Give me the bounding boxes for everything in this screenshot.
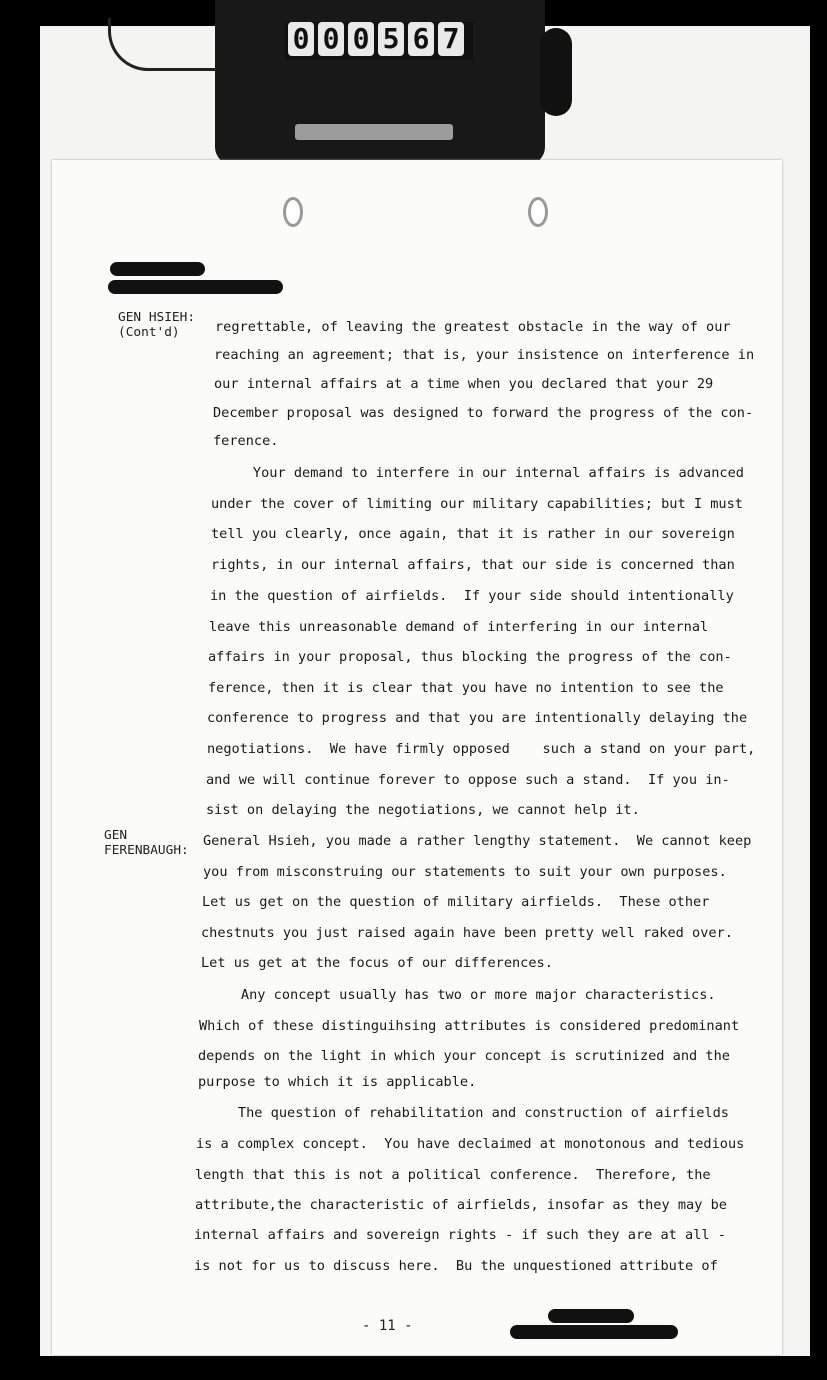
speaker-label: FERENBAUGH:	[104, 843, 189, 858]
body-line: Any concept usually has two or more major characteristics.	[200, 987, 716, 1003]
body-line: Let us get on the question of military airfields. These other	[202, 894, 710, 910]
redaction-bar	[510, 1325, 678, 1339]
body-line: in the question of airfields. If your side should intentionally	[210, 588, 734, 604]
body-line: December proposal was designed to forward the progress of the con-	[213, 405, 754, 421]
body-line: General Hsieh, you made a rather lengthy statement. We cannot keep	[203, 833, 752, 849]
device-plate	[295, 124, 453, 140]
counter-cable	[108, 18, 231, 71]
body-line: under the cover of limiting our military capabilities; but I must	[211, 496, 743, 512]
body-line: conference to progress and that you are intentionally delaying the	[207, 710, 748, 726]
counter-digit: 0	[288, 22, 314, 56]
counter-digit: 5	[378, 22, 404, 56]
page-number: - 11 -	[362, 1318, 413, 1334]
body-line: tell you clearly, once again, that it is rather in our sovereign	[211, 526, 735, 542]
body-line: affairs in your proposal, thus blocking the progress of the con-	[208, 649, 732, 665]
body-line: The question of rehabilitation and construction of airfields	[197, 1105, 729, 1121]
body-line: ference, then it is clear that you have no intention to see the	[208, 680, 724, 696]
body-line: is not for us to discuss here. Bu the unquestioned attribute of	[194, 1258, 718, 1274]
body-line: regrettable, of leaving the greatest obstacle in the way of our	[215, 319, 731, 335]
body-line: you from misconstruing our statements to suit your own purposes.	[203, 864, 727, 880]
punch-hole	[283, 197, 303, 227]
redaction-bar	[108, 280, 283, 294]
redaction-bar	[548, 1309, 634, 1323]
counter-digit: 7	[438, 22, 464, 56]
speaker-label: GEN	[104, 828, 128, 843]
body-line: chestnuts you just raised again have been pretty well raked over.	[201, 925, 733, 941]
redaction-bar	[110, 262, 205, 276]
body-line: leave this unreasonable demand of interfering in our internal	[209, 619, 709, 635]
body-line: and we will continue forever to oppose such a stand. If you in-	[206, 772, 730, 788]
body-line: internal affairs and sovereign rights - if such they are at all -	[194, 1227, 726, 1243]
counter-digit: 0	[318, 22, 344, 56]
body-line: Your demand to interfere in our internal affairs is advanced	[212, 465, 744, 481]
body-line: depends on the light in which your concept is scrutinized and the	[198, 1048, 730, 1064]
counter-digit: 6	[408, 22, 434, 56]
body-line: rights, in our internal affairs, that our side is concerned than	[211, 557, 735, 573]
punch-hole	[528, 197, 548, 227]
body-line: negotiations. We have firmly opposed such a stand on your part,	[207, 741, 756, 757]
body-line: purpose to which it is applicable.	[198, 1074, 477, 1090]
body-line: length that this is not a political conference. Therefore, the	[195, 1167, 711, 1183]
body-line: attribute,the characteristic of airfields, insofar as they may be	[195, 1197, 727, 1213]
body-line: reaching an agreement; that is, your insistence on interference in	[214, 347, 755, 363]
speaker-label-cont: (Cont'd)	[118, 325, 180, 340]
body-line: Which of these distinguihsing attributes is considered predominant	[199, 1018, 740, 1034]
counter-knob	[540, 28, 572, 116]
body-line: is a complex concept. You have declaimed at monotonous and tedious	[196, 1136, 745, 1152]
body-line: ference.	[213, 433, 279, 449]
frame-counter	[285, 22, 473, 60]
body-line: sist on delaying the negotiations, we cannot help it.	[206, 802, 640, 818]
counter-digit: 0	[348, 22, 374, 56]
body-line: our internal affairs at a time when you declared that your 29	[214, 376, 714, 392]
body-line: Let us get at the focus of our differences.	[201, 955, 553, 971]
speaker-label: GEN HSIEH:	[118, 310, 196, 325]
